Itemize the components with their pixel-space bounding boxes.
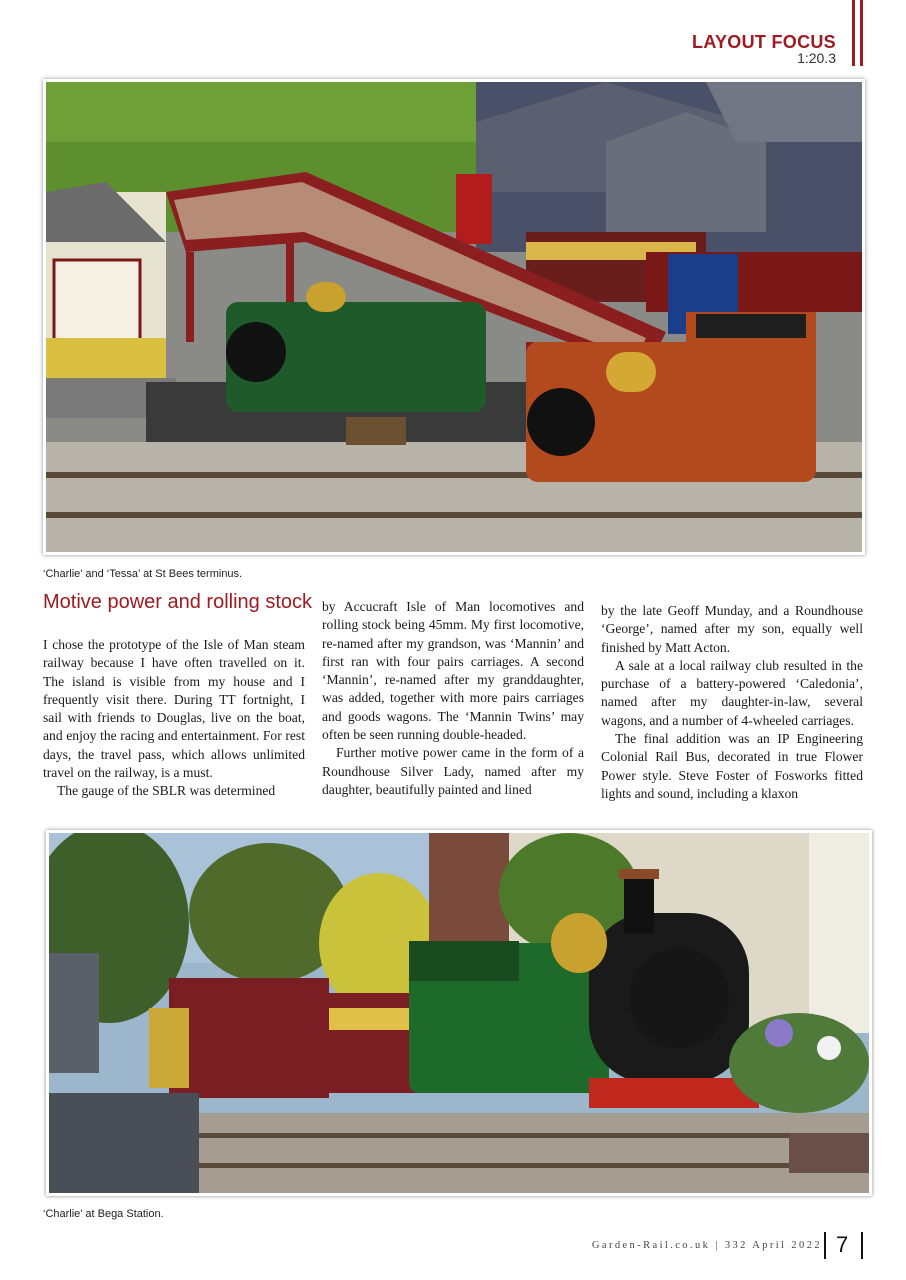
article-heading: Motive power and rolling stock <box>43 591 313 613</box>
paragraph: by Accucraft Isle of Man locomotives and rolling stock being 45mm. My first locomotive, re-named after my grandson, was ‘Mannin’ and first ran with four pairs carriages. A second ‘Mannin’, re-named after my granddaughter, was added, together with more pairs carriages and goods wagons. The ‘Mannin Twins’ may often be seen running double-headed. <box>322 599 584 743</box>
header-accent-bar <box>852 0 855 66</box>
page-number: 7 <box>836 1232 849 1257</box>
photo-caption: ‘Charlie’ at Bega Station. <box>43 1208 164 1220</box>
photo-caption: ‘Charlie’ and ‘Tessa’ at St Bees terminus. <box>43 568 243 580</box>
paragraph: by the late Geoff Munday, and a Roundhouse ‘George’, named after my son, equally well finished by Matt Acton. <box>601 603 863 655</box>
article-column-3 <box>601 602 863 803</box>
paragraph: Further motive power came in the form of a Roundhouse Silver Lady, named after my daughter, beautifully painted and lined <box>322 745 584 797</box>
header-accent-bar <box>860 0 863 66</box>
footer-site-issue: Garden-Rail.co.uk | 332 April 2022 <box>591 1240 822 1251</box>
article-column-2 <box>322 598 584 799</box>
photo-bega-station <box>46 830 872 1196</box>
photo-st-bees-terminus <box>43 79 865 555</box>
paragraph: The gauge of the SBLR was determined <box>57 783 276 799</box>
paragraph: I chose the prototype of the Isle of Man steam railway because I have often travelled on it. The island is visible from my house and I frequently visit there. During TT fortnight, I sail with friends to Douglas, live on the boat, and enjoy the racing and entertainment. For rest days, the travel pass, which allows unlimited travel on the railway, is a must. <box>43 637 305 781</box>
article-column-1 <box>43 636 305 801</box>
section-title: LAYOUT FOCUS <box>692 32 836 52</box>
paragraph: A sale at a local railway club resulted in the purchase of a battery-powered ‘Caledonia’, named after my daughter-in-law, several wagons, and a number of 4-wheeled carriages. <box>601 657 863 728</box>
paragraph: The final addition was an IP Engineering Colonial Rail Bus, decorated in true Flower Power style. Steve Foster of Fosworks fitted lights and sound, including a klaxon <box>601 731 863 801</box>
page-number-divider <box>824 1232 826 1259</box>
scale-label: 1:20.3 <box>797 50 836 66</box>
page-number-divider <box>861 1232 863 1259</box>
